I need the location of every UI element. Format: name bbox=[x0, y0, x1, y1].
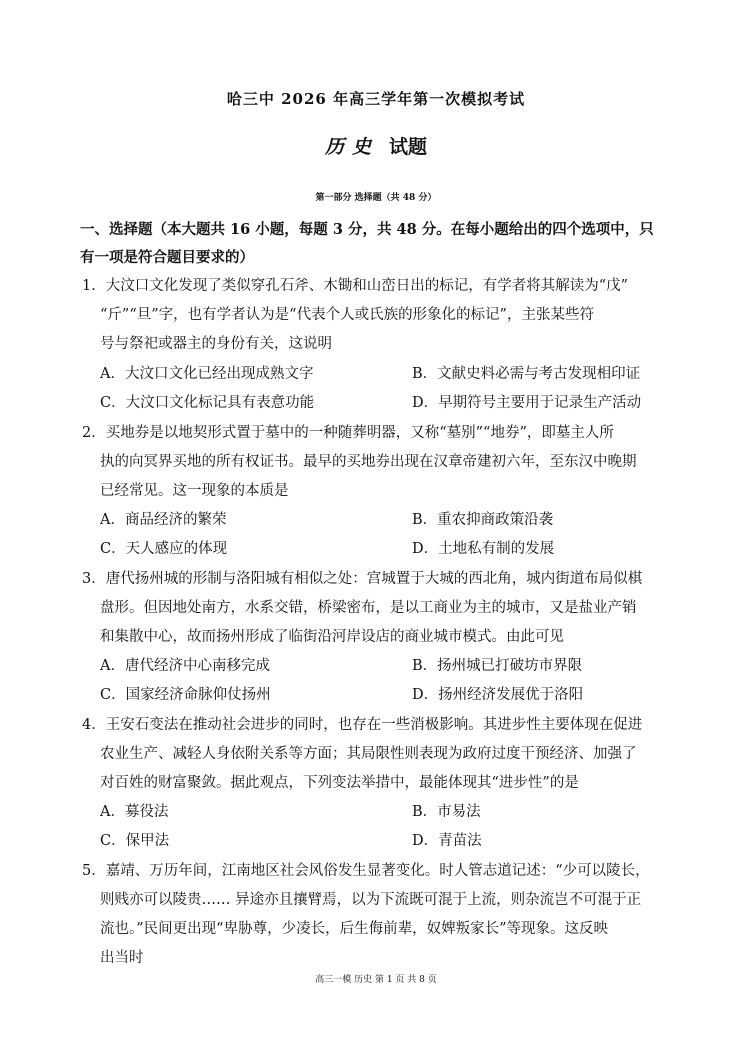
question-3-option-d: D．扬州经济发展优于洛阳 bbox=[412, 687, 584, 703]
section-instruction-line-2: 有一项是符合题目要求的） bbox=[80, 249, 254, 266]
question-2-option-a: A．商品经济的繁荣 bbox=[100, 512, 227, 528]
question-1-option-b: B．文献史料必需与考古发现相印证 bbox=[412, 366, 641, 382]
question-4-option-a: A．募役法 bbox=[100, 804, 169, 820]
question-5-line-4: 出当时 bbox=[100, 950, 144, 966]
question-4-option-c: C．保甲法 bbox=[100, 833, 170, 849]
question-1-option-a: A．大汶口文化已经出现成熟文字 bbox=[100, 366, 314, 382]
question-2-option-b: B．重农抑商政策沿袭 bbox=[412, 512, 554, 528]
question-4-line-1: 4．王安石变法在推动社会进步的同时，也存在一些消极影响。其进步性主要体现在促进 bbox=[82, 717, 643, 733]
subject-suffix: 试题 bbox=[389, 136, 428, 158]
question-2-option-d: D．土地私有制的发展 bbox=[412, 541, 555, 557]
question-3-line-2: 盘形。但因地处南方，水系交错，桥梁密布，是以工商业为主的城市，又是盐业产销 bbox=[100, 600, 637, 616]
question-4-option-d: D．青苗法 bbox=[412, 833, 482, 849]
page-footer: 高三一模 历史 第 1 页 共 8 页 bbox=[315, 975, 437, 985]
exam-subtitle bbox=[0, 132, 752, 159]
subject-name: 历史 bbox=[324, 136, 379, 158]
question-3-line-3: 和集散中心，故而扬州形成了临街沿河岸设店的商业城市模式。由此可见 bbox=[100, 629, 564, 645]
question-5-line-2: 则贱亦可以陵贵…… 异途亦且攘臂焉，以为下流既可混于上流，则杂流岂不可混于正 bbox=[100, 892, 642, 908]
question-2-line-2: 执的向冥界买地的所有权证书。最早的买地券出现在汉章帝建初六年，至东汉中晚期 bbox=[100, 454, 637, 470]
question-2-option-c: C．天人感应的体现 bbox=[100, 541, 228, 557]
question-4-option-b: B．市易法 bbox=[412, 804, 481, 820]
question-4-line-2: 农业生产、减轻人身依附关系等方面；其局限性则表现为政府过度干预经济、加强了 bbox=[100, 746, 637, 762]
section-instruction-line-1: 一、选择题（本大题共 16 小题，每题 3 分，共 48 分。在每小题给出的四个选项中，只 bbox=[80, 221, 654, 238]
question-3-option-b: B．扬州城已打破坊市界限 bbox=[412, 658, 583, 674]
part-title: 第一部分 选择题（共 48 分） bbox=[315, 193, 437, 203]
question-2-line-3: 已经常见。这一现象的本质是 bbox=[100, 483, 289, 499]
question-1-option-d: D．早期符号主要用于记录生产活动 bbox=[412, 395, 642, 411]
question-1-option-c: C．大汶口文化标记具有表意功能 bbox=[100, 395, 315, 411]
question-1-line-2: “斤”“旦”字，也有学者认为是“代表个人或氏族的形象化的标记”，主张某些符 bbox=[100, 307, 594, 323]
question-3-option-a: A．唐代经济中心南移完成 bbox=[100, 658, 270, 674]
question-2-line-1: 2．买地券是以地契形式置于墓中的一种随葬明器，又称“墓别”“地券”，即墓主人所 bbox=[82, 425, 614, 441]
question-3-option-c: C．国家经济命脉仰仗扬州 bbox=[100, 687, 271, 703]
question-5-line-1: 5．嘉靖、万历年间，江南地区社会风俗发生显著变化。时人管志道记述：“少可以陵长， bbox=[82, 863, 650, 879]
question-5-line-3: 流也。”民间更出现“卑胁尊，少凌长，后生侮前辈，奴婢叛家长”等现象。这反映 bbox=[100, 921, 608, 937]
question-3-line-1: 3．唐代扬州城的形制与洛阳城有相似之处：宫城置于大城的西北角，城内街道布局似棋 bbox=[82, 571, 643, 587]
exam-title: 哈三中 2026 年高三学年第一次模拟考试 bbox=[226, 90, 526, 108]
question-1-line-1: 1．大汶口文化发现了类似穿孔石斧、木锄和山峦日出的标记，有学者将其解读为“戊” bbox=[82, 278, 629, 294]
question-4-line-3: 对百姓的财富聚敛。据此观点，下列变法举措中，最能体现其“进步性”的是 bbox=[100, 775, 579, 791]
question-1-line-3: 号与祭祀或器主的身份有关，这说明 bbox=[100, 336, 332, 352]
